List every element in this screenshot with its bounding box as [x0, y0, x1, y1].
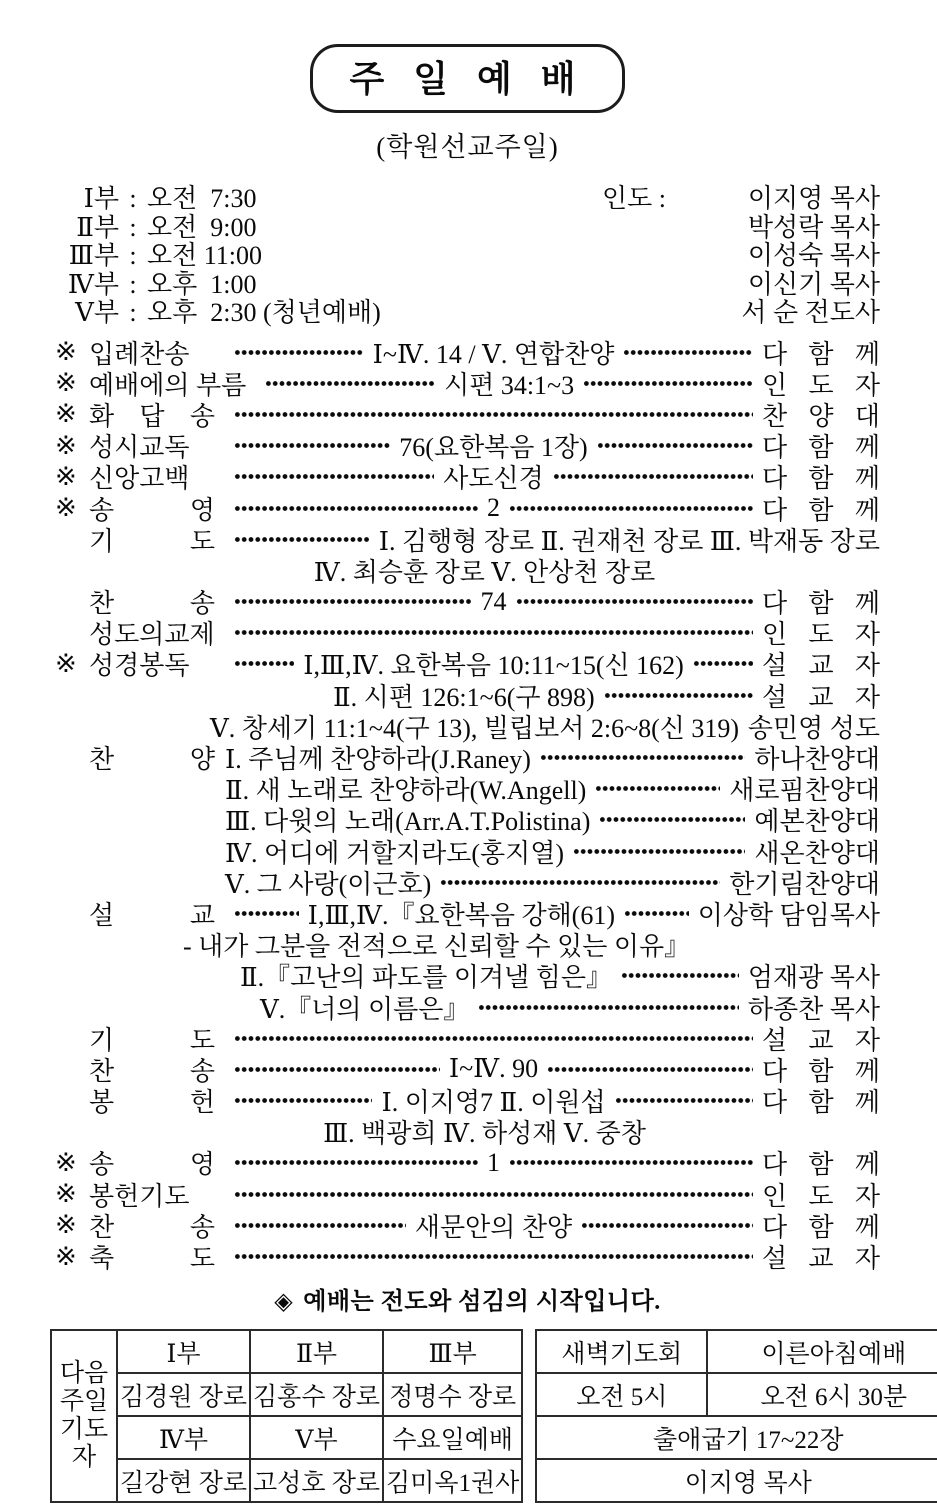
order-right: 새로핌찬양대	[729, 776, 880, 806]
order-label: 설 교	[89, 900, 215, 930]
order-row	[55, 991, 880, 1022]
dot-leader	[597, 443, 753, 448]
service-time: 오후 2:30 (청년예배)	[147, 298, 381, 327]
dot-leader	[234, 1223, 406, 1228]
service-part: Ⅲ부	[68, 241, 119, 270]
leader-name: 이성숙 목사	[747, 241, 880, 270]
dot-leader	[623, 350, 753, 355]
order-mark: ※	[55, 1179, 77, 1209]
table-cell: Ⅱ부	[250, 1330, 383, 1373]
dot-leader	[234, 911, 299, 916]
dot-leader	[573, 849, 745, 854]
order-label: 봉 헌	[89, 1088, 215, 1118]
order-row	[55, 1116, 880, 1147]
table-cell: 김미옥1권사	[383, 1459, 522, 1502]
title-box	[310, 44, 624, 113]
table-cell: Ⅳ부	[117, 1416, 250, 1459]
order-label: 성시교독	[89, 433, 190, 463]
dot-leader	[234, 1098, 372, 1103]
order-row	[55, 648, 880, 679]
title-wrap	[55, 44, 880, 113]
leader-name: 이지영 목사	[747, 184, 880, 213]
table-cell: Ⅴ부	[250, 1416, 383, 1459]
service-time: 오전 7:30	[147, 184, 257, 213]
order-center: Ⅰ. 이지영7 Ⅱ. 이원섭	[381, 1088, 606, 1118]
order-center: Ⅲ. 다윗의 노래(Arr.A.T.Polistina)	[225, 807, 591, 837]
dot-leader	[234, 474, 434, 479]
order-label: 기 도	[89, 1025, 215, 1055]
service-part: Ⅰ부	[83, 184, 119, 213]
order-mark: ※	[55, 648, 77, 678]
table-cell: Ⅰ부	[117, 1330, 250, 1373]
dot-leader	[540, 755, 745, 760]
dot-leader	[693, 661, 753, 666]
order-center: Ⅳ. 최승훈 장로 Ⅴ. 안상천 장로	[313, 557, 656, 587]
order-row	[55, 1085, 880, 1116]
order-row	[55, 399, 880, 430]
order-label: 입례찬송	[89, 339, 190, 369]
table-row	[536, 1416, 937, 1459]
service-time-row	[55, 235, 880, 270]
table-row	[51, 1416, 522, 1459]
dot-leader	[234, 506, 478, 511]
order-center: 시편 34:1~3	[444, 370, 575, 400]
order-row	[55, 461, 880, 492]
dot-leader	[553, 474, 753, 479]
table-cell: 오전 5시	[536, 1373, 707, 1416]
order-row	[55, 836, 880, 867]
colon: :	[129, 184, 137, 213]
order-right: 하종찬 목사	[747, 994, 880, 1024]
order-right: 새온찬양대	[754, 838, 880, 868]
order-center: Ⅱ. 새 노래로 찬양하라(W.Angell)	[225, 776, 587, 806]
leader-name: 서 순 전도사	[741, 298, 880, 327]
dot-leader	[599, 817, 745, 822]
order-center: Ⅱ.『고난의 파도를 이겨낼 힘은』	[240, 963, 612, 993]
order-row	[55, 680, 880, 711]
order-mark: ※	[55, 399, 77, 429]
order-center: Ⅴ. 창세기 11:1~4(구 13), 빌립보서 2:6~8(신 319)	[210, 713, 740, 743]
service-part: Ⅱ부	[76, 212, 119, 242]
order-right: 인 도 자	[762, 370, 881, 400]
dot-leader	[234, 1192, 753, 1197]
order-mark: ※	[55, 461, 77, 491]
order-label: 신앙고백	[89, 464, 190, 494]
service-time: 오후 1:00	[147, 269, 257, 299]
dot-leader	[478, 1005, 739, 1010]
order-mark: ※	[55, 1241, 77, 1271]
order-right: 엄재광 목사	[747, 963, 880, 993]
table-cell: 고성호 장로	[250, 1459, 383, 1502]
order-mark: ※	[55, 368, 77, 398]
order-center: Ⅰ,Ⅲ,Ⅳ.『요한복음 강해(61)	[307, 900, 616, 930]
order-label: 송 영	[89, 495, 215, 525]
worship-order	[55, 337, 880, 1273]
order-center: Ⅴ.『너의 이름은』	[260, 994, 470, 1024]
order-right: 하나찬양대	[754, 745, 880, 775]
order-right: 인 도 자	[762, 620, 880, 650]
dot-leader	[615, 1098, 753, 1103]
dot-leader	[265, 381, 435, 386]
order-right: 설 교 자	[762, 1244, 880, 1274]
order-row	[55, 742, 880, 773]
dot-leader	[595, 786, 720, 791]
dot-leader	[624, 911, 689, 916]
order-label: 찬 송	[89, 1212, 215, 1242]
footer-note	[55, 1281, 880, 1316]
footer-note-text: 예배는 전도와 섬김의 시작입니다.	[303, 1289, 661, 1316]
table-cell: 김경원 장로	[117, 1373, 250, 1416]
order-row	[55, 337, 880, 368]
dot-leader	[234, 537, 370, 542]
dot-leader	[516, 599, 754, 604]
service-times	[55, 178, 880, 327]
order-mark: ※	[55, 1210, 77, 1240]
service-time-row	[55, 178, 880, 213]
order-label: 찬 양	[89, 745, 215, 775]
table-cell: 정명수 장로	[383, 1373, 522, 1416]
service-time-row	[55, 264, 880, 299]
order-row	[55, 1147, 880, 1178]
table-row	[536, 1373, 937, 1416]
order-right: 다 함 께	[762, 1088, 881, 1118]
order-mark: ※	[55, 430, 77, 460]
order-mark: ※	[55, 493, 77, 523]
dot-leader	[234, 443, 390, 448]
dot-leader	[583, 381, 753, 386]
order-row	[55, 711, 880, 742]
order-right: 다 함 께	[762, 339, 880, 369]
order-right: 설 교 자	[762, 651, 881, 681]
order-center: Ⅴ. 그 사랑(이근호)	[225, 869, 432, 899]
order-center: Ⅰ,Ⅲ,Ⅳ. 요한복음 10:11~15(신 162)	[303, 651, 684, 681]
order-right: 다 함 께	[762, 1150, 880, 1180]
order-right: 설 교 자	[762, 682, 880, 712]
leader-name: 박성락 목사	[747, 212, 880, 242]
order-right: 다 함 께	[762, 464, 880, 494]
order-center: 2	[487, 493, 500, 523]
order-label: 기 도	[89, 526, 215, 556]
order-right: 찬 양 대	[762, 401, 880, 431]
order-row	[55, 430, 880, 461]
table-cell: 오전 6시 30분	[707, 1373, 937, 1416]
dot-leader	[234, 1067, 440, 1072]
colon: :	[129, 212, 137, 242]
order-center: Ⅲ. 백광희 Ⅳ. 하성재 Ⅴ. 중창	[323, 1119, 646, 1149]
order-row	[55, 555, 880, 586]
order-row	[55, 586, 880, 617]
order-mark: ※	[55, 337, 77, 367]
order-label: 예배에의 부름	[89, 370, 247, 400]
order-row	[55, 1179, 880, 1210]
order-center: Ⅰ~Ⅳ. 14 / Ⅴ. 연합찬양	[372, 339, 615, 369]
order-row	[55, 960, 880, 991]
order-center: 새문안의 찬양	[414, 1212, 573, 1242]
order-row	[55, 867, 880, 898]
table-cell: 새벽기도회	[536, 1330, 707, 1373]
dot-leader	[621, 973, 739, 978]
order-row	[55, 368, 880, 399]
order-label: 성경봉독	[89, 651, 190, 681]
dot-leader	[234, 1160, 478, 1165]
order-right: 한기림찬양대	[729, 869, 880, 899]
order-row	[55, 1054, 880, 1085]
table-row	[536, 1459, 937, 1502]
dot-leader	[234, 1254, 753, 1259]
order-row	[55, 1241, 880, 1272]
order-row	[55, 524, 880, 555]
order-right: 인 도 자	[762, 1181, 880, 1211]
order-mark: ※	[55, 1147, 77, 1177]
dot-leader	[509, 506, 753, 511]
service-part: Ⅴ부	[75, 298, 119, 327]
order-row	[55, 1023, 880, 1054]
order-row	[55, 773, 880, 804]
next-week-prayer-table	[50, 1329, 523, 1503]
dot-leader	[440, 880, 720, 885]
dot-leader	[581, 1223, 753, 1228]
table-row	[51, 1459, 522, 1502]
dot-leader	[234, 350, 364, 355]
leader-heading: 인도 :	[602, 184, 666, 213]
order-center: Ⅳ. 어디에 거할지라도(홍지열)	[225, 838, 565, 868]
dot-leader	[234, 630, 753, 635]
order-row	[55, 929, 880, 960]
order-right: 다 함 께	[762, 1212, 881, 1242]
service-time-row	[55, 207, 880, 242]
order-center: - 내가 그분을 전적으로 신뢰할 수 있는 이유』	[183, 932, 691, 962]
table-cell-scripture: 출애굽기 17~22장	[536, 1416, 937, 1459]
order-label: 성도의교제	[89, 620, 215, 650]
dot-leader	[547, 1067, 753, 1072]
dot-leader	[234, 412, 753, 417]
table-cell: 길강현 장로	[117, 1459, 250, 1502]
order-label: 찬 송	[89, 1056, 215, 1086]
order-center: Ⅱ. 시편 126:1~6(구 898)	[333, 682, 595, 712]
order-row	[55, 492, 880, 523]
order-label: 봉헌기도	[89, 1181, 190, 1211]
service-time: 오전 9:00	[147, 212, 257, 242]
table-row	[536, 1330, 937, 1373]
table-row-label: 다음 주일 기도자	[51, 1330, 117, 1502]
dot-leader	[234, 599, 472, 604]
order-right: 다 함 께	[762, 589, 880, 619]
subtitle: (학원선교주일)	[376, 132, 559, 162]
leader-name: 이신기 목사	[747, 269, 880, 299]
order-right: 송민영 성도	[747, 713, 880, 743]
order-label: 찬 송	[89, 589, 215, 619]
order-center: Ⅰ. 주님께 찬양하라(J.Raney)	[225, 745, 531, 775]
dawn-service-table	[535, 1329, 937, 1503]
bottom-tables	[50, 1329, 935, 1503]
dot-leader	[234, 1036, 753, 1041]
table-row	[51, 1373, 522, 1416]
order-center: 74	[480, 586, 507, 616]
order-row	[55, 617, 880, 648]
order-center: 76(요한복음 1장)	[399, 433, 588, 463]
order-label: 화 답 송	[89, 401, 215, 431]
order-right: 예본찬양대	[754, 807, 880, 837]
order-right: 설 교 자	[762, 1025, 880, 1055]
service-time: 오전 11:00	[147, 241, 262, 270]
table-cell: Ⅲ부	[383, 1330, 522, 1373]
table-cell: 이른아침예배	[707, 1330, 937, 1373]
order-center: Ⅰ~Ⅳ. 90	[448, 1054, 539, 1084]
order-label: 송 영	[89, 1150, 215, 1180]
colon: :	[129, 241, 137, 270]
service-part: Ⅳ부	[67, 269, 119, 299]
table-row	[51, 1330, 522, 1373]
order-row	[55, 804, 880, 835]
order-row	[55, 898, 880, 929]
page-title: 주 일 예 배	[349, 59, 586, 99]
table-cell: 김홍수 장로	[250, 1373, 383, 1416]
order-center: 사도신경	[443, 464, 544, 494]
table-cell-preacher: 이지영 목사	[536, 1459, 937, 1502]
order-right: 이상학 담임목사	[697, 900, 880, 930]
colon: :	[129, 269, 137, 299]
dot-leader	[234, 661, 294, 666]
table-cell: 수요일예배	[383, 1416, 522, 1459]
dot-leader	[509, 1160, 753, 1165]
diamond-icon: ◈	[274, 1289, 294, 1316]
colon: :	[129, 298, 137, 327]
service-time-row	[55, 292, 880, 327]
order-right: 다 함 께	[762, 495, 880, 525]
order-label: 축 도	[89, 1244, 215, 1274]
order-center: 1	[487, 1147, 500, 1177]
dot-leader	[604, 693, 753, 698]
order-center: Ⅰ. 김행형 장로 Ⅱ. 권재천 장로 Ⅲ. 박재동 장로	[378, 526, 880, 556]
order-row	[55, 1210, 880, 1241]
order-right: 다 함 께	[762, 433, 880, 463]
order-right: 다 함 께	[762, 1056, 880, 1086]
